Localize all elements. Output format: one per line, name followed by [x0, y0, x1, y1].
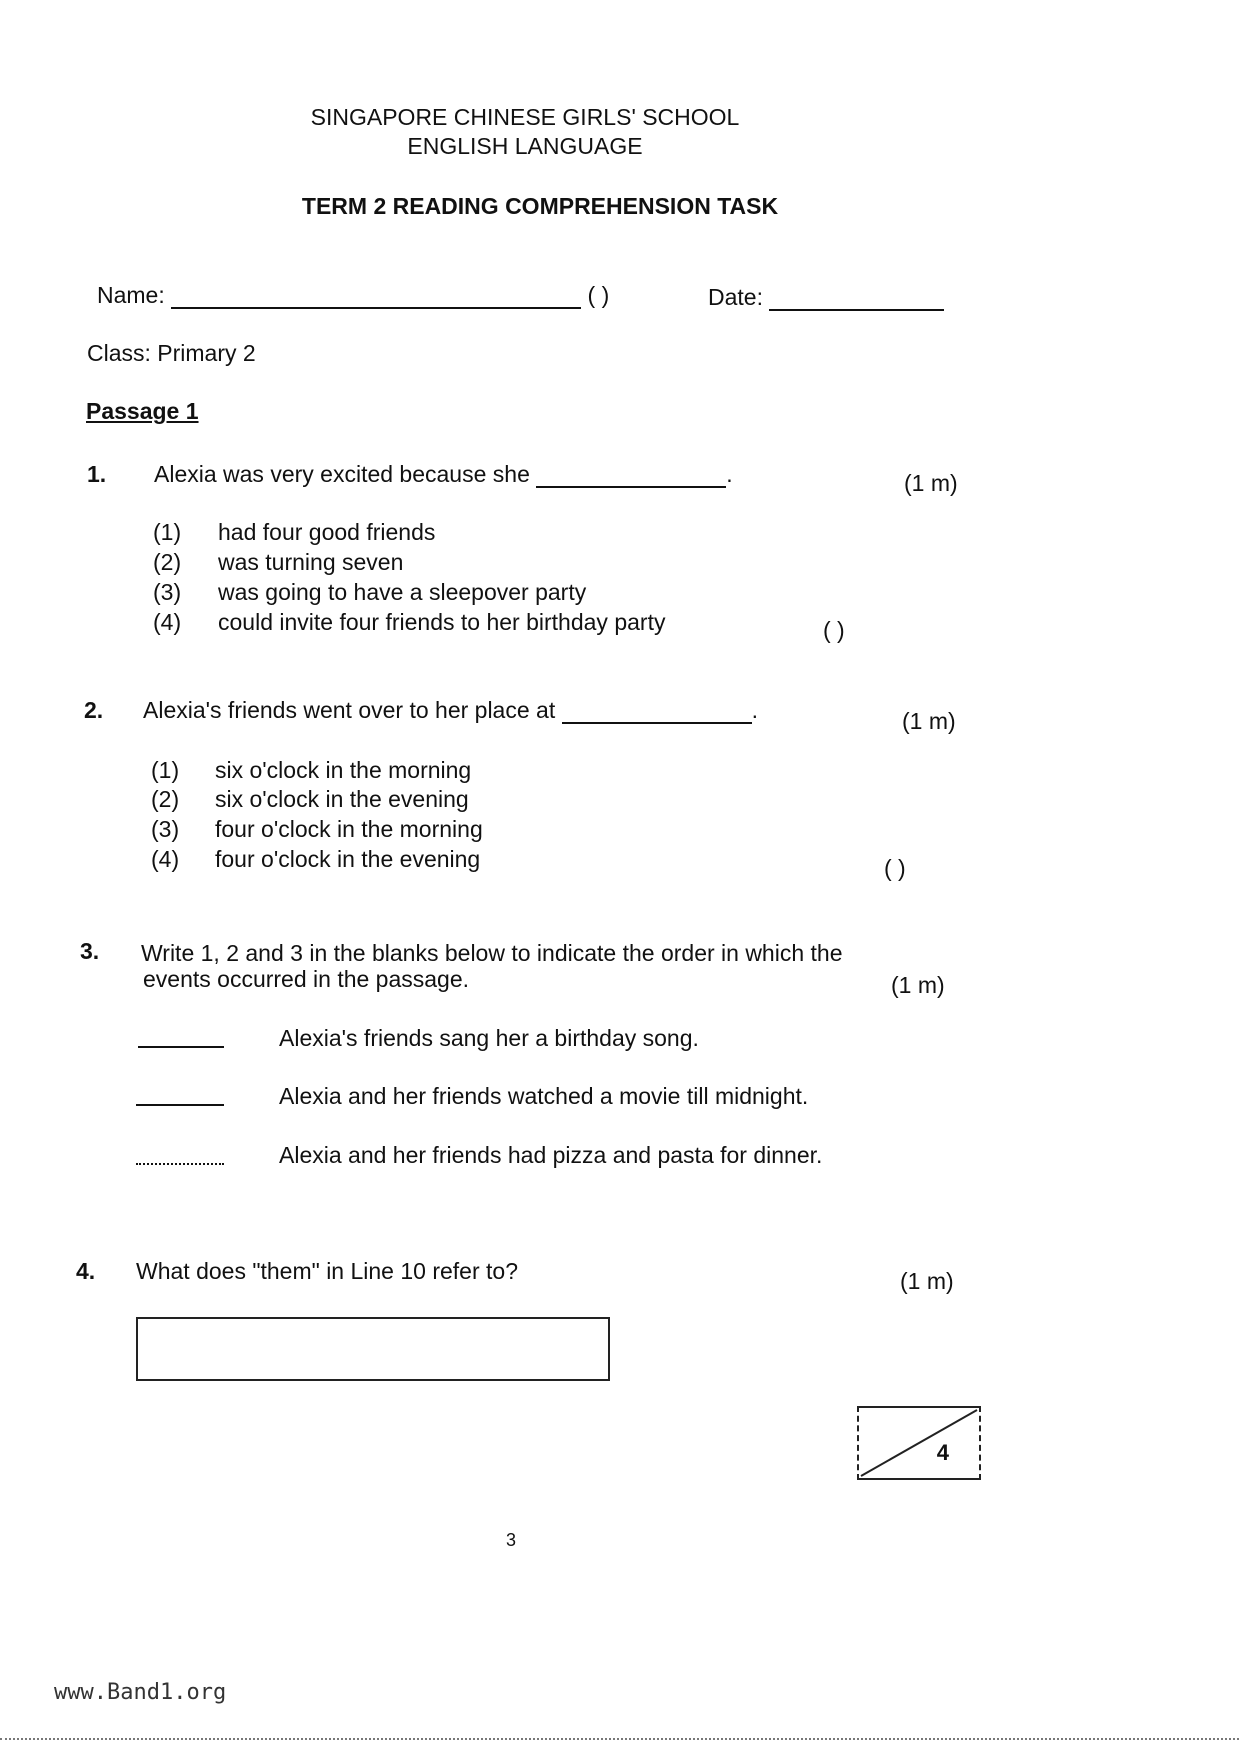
marks: (1 m) — [902, 708, 956, 734]
question-number: 2. — [84, 697, 104, 723]
section-title: Passage 1 — [86, 398, 199, 424]
name-label: Name: — [97, 282, 165, 308]
marks: (1 m) — [900, 1268, 954, 1294]
option-number: (3) — [153, 579, 182, 605]
score-total: 4 — [936, 1440, 949, 1465]
question-text: Alexia was very excited because she . — [154, 461, 733, 487]
subject-title: ENGLISH LANGUAGE — [407, 133, 643, 159]
score-box — [857, 1406, 981, 1480]
question-number: 4. — [76, 1258, 96, 1284]
diagonal-divider-icon — [859, 1408, 979, 1478]
option-text: six o'clock in the morning — [215, 757, 472, 783]
scan-edge — [0, 1738, 1239, 1740]
event-text: Alexia's friends sang her a birthday song. — [279, 1025, 699, 1051]
page-number: 3 — [506, 1530, 517, 1550]
answer-box[interactable] — [136, 1317, 610, 1381]
question-text: What does "them" in Line 10 refer to? — [136, 1258, 518, 1284]
date-field[interactable] — [708, 284, 944, 311]
option-text: was turning seven — [218, 549, 404, 575]
question-text-line2: events occurred in the passage. — [143, 966, 470, 992]
option-number: (1) — [153, 519, 182, 545]
marks: (1 m) — [891, 972, 945, 998]
watermark-url: www.Band1.org — [54, 1680, 227, 1705]
event-text: Alexia and her friends had pizza and pasta for dinner. — [279, 1142, 823, 1168]
option-text: six o'clock in the evening — [215, 786, 469, 812]
option-number: (2) — [151, 786, 180, 812]
marks: (1 m) — [904, 470, 958, 496]
name-blank[interactable] — [171, 307, 581, 309]
answer-blank — [562, 722, 752, 724]
answer-brackets[interactable]: ( ) — [823, 617, 845, 643]
class-label: Class: Primary 2 — [87, 340, 256, 366]
option-number: (3) — [151, 816, 180, 842]
option-text: had four good friends — [218, 519, 436, 545]
task-title: TERM 2 READING COMPREHENSION TASK — [301, 193, 779, 219]
name-field[interactable] — [97, 282, 609, 309]
order-blank[interactable] — [136, 1104, 224, 1106]
question-number: 3. — [80, 938, 100, 964]
event-text: Alexia and her friends watched a movie till midnight. — [279, 1083, 809, 1109]
option-number: (4) — [153, 609, 182, 635]
question-text: Alexia's friends went over to her place at . — [143, 697, 758, 723]
question-number: 1. — [87, 461, 107, 487]
option-number: (2) — [153, 549, 182, 575]
order-blank[interactable] — [138, 1046, 224, 1048]
order-blank[interactable] — [136, 1163, 224, 1165]
answer-brackets[interactable]: ( ) — [884, 855, 906, 881]
option-number: (4) — [151, 846, 180, 872]
date-blank[interactable] — [769, 309, 944, 311]
question-text-line1: Write 1, 2 and 3 in the blanks below to indicate the order in which the — [141, 940, 843, 966]
option-text: four o'clock in the morning — [215, 816, 483, 842]
index-brackets: ( ) — [587, 282, 610, 308]
date-label: Date: — [708, 284, 763, 310]
school-name: SINGAPORE CHINESE GIRLS' SCHOOL — [310, 104, 740, 130]
option-text: could invite four friends to her birthday party — [218, 609, 666, 635]
option-text: was going to have a sleepover party — [218, 579, 587, 605]
option-text: four o'clock in the evening — [215, 846, 481, 872]
option-number: (1) — [151, 757, 180, 783]
answer-blank — [536, 486, 726, 488]
